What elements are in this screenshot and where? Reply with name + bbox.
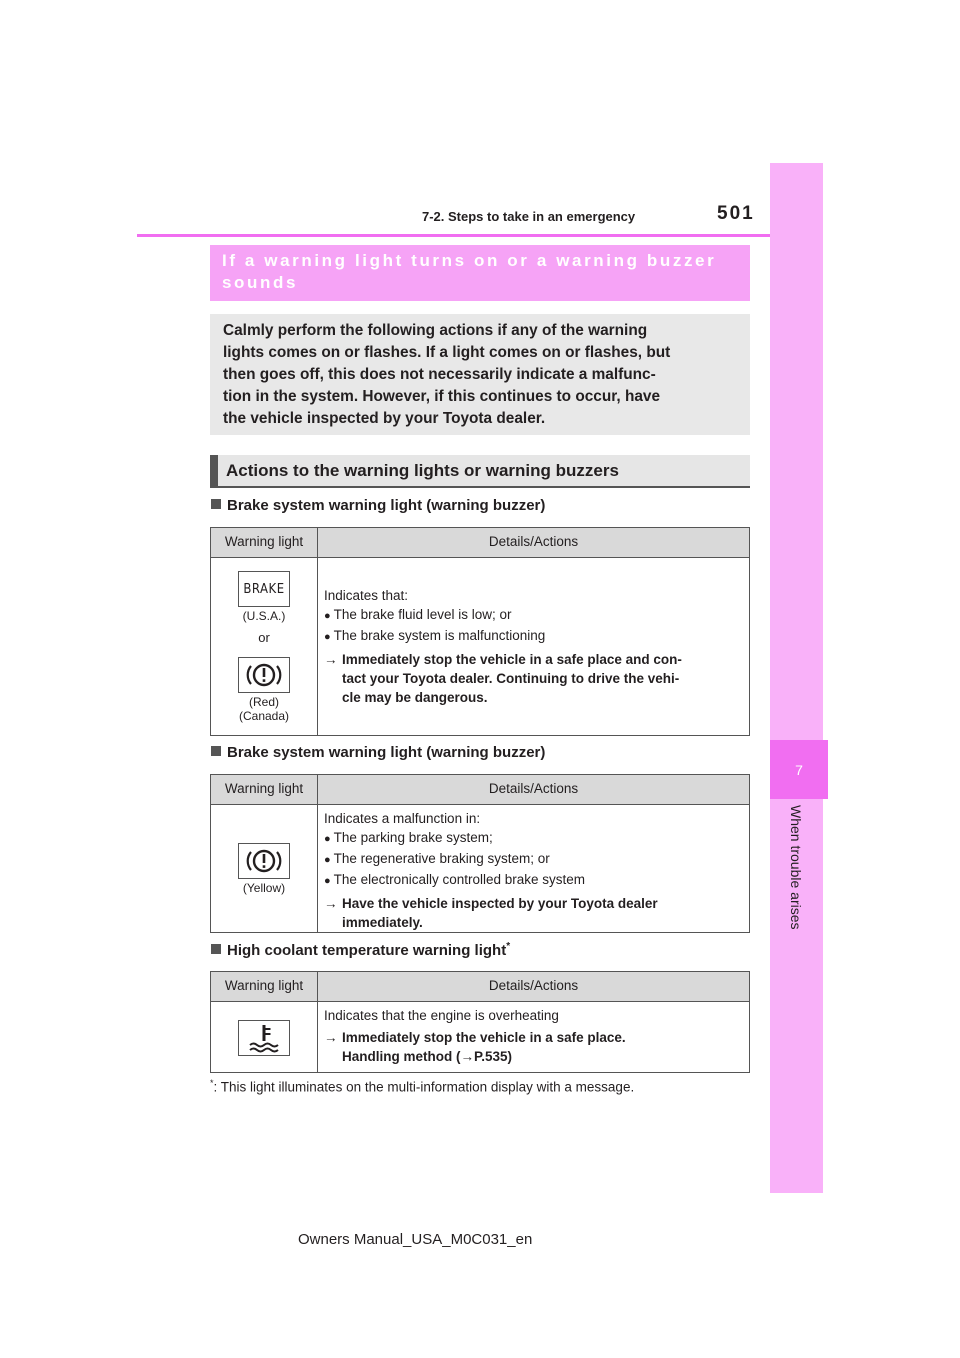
square-bullet-icon — [211, 499, 221, 509]
details-action — [324, 894, 749, 932]
warning-light-cell — [211, 558, 318, 736]
page-title-line2: sounds — [222, 273, 299, 292]
footer-manual-id: Owners Manual_USA_M0C031_en — [298, 1231, 533, 1248]
section-title-text: High coolant temperature warning light — [227, 942, 507, 959]
chapter-side-tab — [770, 163, 823, 1193]
warning-table-coolant — [210, 971, 750, 1073]
details-bullet: ● The brake system is malfunctioning — [324, 626, 749, 647]
details-intro: Indicates a malfunction in: — [324, 811, 481, 826]
table-row — [211, 558, 749, 736]
action-line: Immediately stop the vehicle in a safe place and con- — [342, 652, 682, 667]
page-title — [210, 245, 750, 301]
details-bullet: ● The regenerative braking system; or — [324, 849, 749, 870]
chapter-title-text: When trouble arises — [788, 805, 804, 930]
label-yellow: (Yellow) — [242, 881, 286, 895]
col-details-actions: Details/Actions — [488, 978, 579, 993]
footnote-mark: * — [506, 941, 511, 952]
details-cell — [318, 805, 749, 933]
warning-table-brake-yellow — [210, 774, 750, 933]
action-line: Immediately stop the vehicle in a safe place. — [342, 1030, 626, 1045]
square-bullet-icon — [211, 944, 221, 954]
brake-text-icon — [238, 571, 290, 607]
intro-line: the vehicle inspected by your Toyota dealer. — [223, 410, 546, 427]
section-title-coolant — [211, 941, 510, 959]
warning-table-brake-red — [210, 527, 750, 736]
square-bullet-icon — [211, 746, 221, 756]
table-row — [211, 805, 749, 933]
brake-exclamation-red-icon — [238, 657, 290, 693]
col-warning-light: Warning light — [211, 972, 318, 1001]
intro-line: tion in the system. However, if this continues to occur, have — [223, 388, 661, 405]
coolant-temperature-icon — [238, 1020, 290, 1056]
details-intro: Indicates that the engine is overheating — [324, 1008, 559, 1023]
ref-close: ) — [507, 1049, 513, 1064]
intro-box — [210, 314, 750, 435]
section-header: 7-2. Steps to take in an emergency — [422, 209, 636, 224]
col-warning-light: Warning light — [211, 775, 318, 804]
arrow-icon: → — [324, 1030, 338, 1045]
label-usa: (U.S.A.) — [242, 609, 286, 623]
chapter-number-tab[interactable]: 7 — [770, 740, 828, 799]
brake-exclamation-yellow-icon — [238, 843, 290, 879]
action-line: immediately. — [342, 915, 423, 930]
details-bullet: ● The parking brake system; — [324, 828, 749, 849]
footnote-text: : This light illuminates on the multi-information display with a message. — [213, 1079, 635, 1095]
page-reference-link[interactable]: P.535 — [474, 1049, 508, 1064]
details-intro: Indicates that: — [324, 588, 409, 603]
details-action — [324, 650, 749, 707]
intro-line: Calmly perform the following actions if any of the warning — [223, 322, 648, 339]
ref-arrow-icon: → — [460, 1049, 474, 1064]
action-line: cle may be dangerous. — [342, 690, 488, 705]
section-title-brake-yellow — [211, 744, 545, 761]
section-title-brake-red — [211, 497, 545, 514]
details-bullet: ● The electronically controlled brake system — [324, 870, 749, 891]
page-title-line1: If a warning light turns on or a warning buzzer — [222, 251, 717, 270]
table-row — [211, 1002, 749, 1073]
table-header-row — [211, 972, 749, 1002]
section-title-text: Brake system warning light (warning buzzer) — [227, 744, 546, 761]
chapter-title-vertical — [789, 805, 803, 955]
details-bullet: ● The brake fluid level is low; or — [324, 605, 749, 626]
details-cell — [318, 558, 749, 736]
table-header-row — [211, 528, 749, 558]
details-cell — [318, 1002, 749, 1073]
section-title-text: Brake system warning light (warning buzzer) — [227, 497, 546, 514]
col-warning-light: Warning light — [211, 528, 318, 557]
label-canada: (Canada) — [238, 709, 290, 723]
arrow-icon: → — [324, 896, 338, 911]
warning-light-cell — [211, 1002, 318, 1073]
arrow-icon: → — [324, 652, 338, 667]
col-details-actions: Details/Actions — [488, 534, 579, 549]
col-details-actions: Details/Actions — [488, 781, 579, 796]
subheading: Actions to the warning lights or warning buzzers — [210, 455, 750, 488]
header-rule — [137, 234, 770, 237]
label-or: or — [258, 630, 270, 645]
intro-line: then goes off, this does not necessarily indicate a malfunc- — [223, 366, 656, 383]
action-line: Have the vehicle inspected by your Toyota dealer — [342, 896, 658, 911]
footnote-mark: * — [210, 1078, 214, 1088]
table-header-row — [211, 775, 749, 805]
page-number: 501 — [717, 203, 755, 224]
action-line: tact your Toyota dealer. Continuing to drive the vehi- — [342, 671, 680, 686]
action-line: Handling method ( — [342, 1049, 461, 1064]
details-action — [324, 1028, 749, 1066]
warning-light-cell — [211, 805, 318, 933]
brake-icon-label: BRAKE — [243, 581, 285, 597]
intro-line: lights comes on or flashes. If a light comes on or flashes, but — [223, 344, 671, 361]
label-red: (Red) — [248, 695, 279, 709]
footnote — [210, 1078, 634, 1095]
